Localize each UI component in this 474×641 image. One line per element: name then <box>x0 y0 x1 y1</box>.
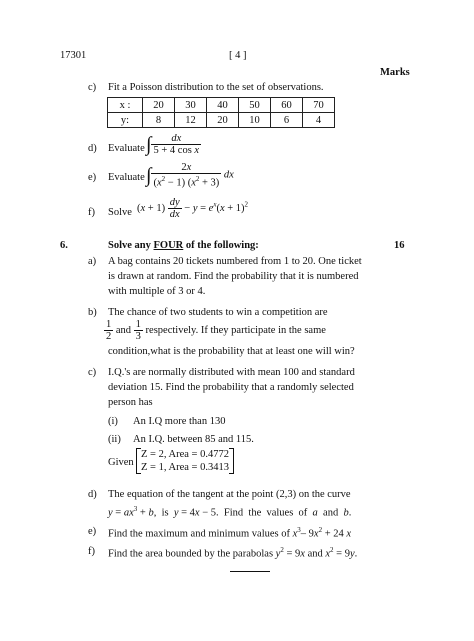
given-line: Z = 1, Area = 0.3413 <box>141 462 229 473</box>
table-cell: 30 <box>175 98 207 113</box>
table-cell: 20 <box>207 113 239 128</box>
table-cell: 60 <box>271 98 303 113</box>
q6c-line: I.Q.'s are normally distributed with mean 100 and standard <box>108 367 355 378</box>
q5e-text: Evaluate <box>108 172 145 183</box>
q6c-i-text: An I.Q more than 130 <box>133 416 226 427</box>
table-cell: x : <box>108 98 143 113</box>
q6a-line: A bag contains 20 tickets numbered from 1 to 20. One ticket <box>108 256 362 267</box>
given-line: Z = 2, Area = 0.4772 <box>141 449 229 460</box>
table-row <box>108 98 335 113</box>
end-rule <box>230 571 270 572</box>
q6c-ii-text: An I.Q. between 85 and 115. <box>133 434 254 445</box>
q5c-text: Fit a Poisson distribution to the set of observations. <box>108 82 324 93</box>
marks-heading: Marks <box>380 67 410 78</box>
q6e-line: Find the maximum and minimum values of $x^3-$ $9x^2 + 24$ x <box>108 526 352 540</box>
q6c-line: person has <box>108 397 153 408</box>
q5c-label: c) <box>88 82 97 93</box>
q6c-given-label: Given <box>108 457 134 468</box>
q5e-formula: ∫ $\frac{2x}{(x^2 - 1) (x^2 + 3)}$ dx <box>146 162 234 189</box>
q5f-formula: (x + 1) $\frac{dy}{dx}$ − $y = e^x(x + 1)^2$ <box>137 197 249 220</box>
q6f-line: Find the area bounded by the parabolas $y^2 = 9x$ and $x^2 = 9y$. <box>108 546 358 560</box>
q6b-line: The chance of two students to win a competition are <box>108 307 328 318</box>
q6c-given-bracket <box>136 448 234 474</box>
q6c-i-label: (i) <box>108 416 118 427</box>
table-cell: 6 <box>271 113 303 128</box>
q6a-line: with multiple of 3 or 4. <box>108 286 206 297</box>
q6-marks: 16 <box>394 240 405 251</box>
q5d-label: d) <box>88 143 97 154</box>
page-number: [ 4 ] <box>229 50 247 61</box>
q5e-label: e) <box>88 172 97 183</box>
q6c-line: deviation 15. Find the probability that a randomly selected <box>108 382 354 393</box>
q6b-line: $\frac{1}{2}$ and $\frac{1}{3}$ respectively. If they participate in the same <box>106 319 326 342</box>
q6-title: Solve any FOUR of the following: <box>108 240 259 251</box>
observations-table <box>107 97 335 128</box>
table-cell: 4 <box>303 113 335 128</box>
q5f-text: Solve <box>108 207 132 218</box>
table-cell: 20 <box>143 98 175 113</box>
table-cell: 50 <box>239 98 271 113</box>
q6b-label: b) <box>88 307 97 318</box>
q6c-label: c) <box>88 367 97 378</box>
q6c-ii-label: (ii) <box>108 434 121 445</box>
q6a-line: is drawn at random. Find the probability that it is numbered <box>108 271 359 282</box>
table-cell: y: <box>108 113 143 128</box>
q5f-label: f) <box>88 207 95 218</box>
q5d-text: Evaluate <box>108 143 145 154</box>
q6e-label: e) <box>88 526 97 537</box>
q6a-label: a) <box>88 256 97 267</box>
table-cell: 10 <box>239 113 271 128</box>
q6-number: 6. <box>60 240 68 251</box>
table-cell: 40 <box>207 98 239 113</box>
q5d-formula: ∫ $\frac{dx}{\text{5 + 4 cos x}}$ <box>146 133 200 156</box>
q6d-line: The equation of the tangent at the point (2,3) on the curve <box>108 489 351 500</box>
q6d-formula: $y = ax^3 + b$, is y = 4x − 5. Find the values of a and b. <box>108 505 352 519</box>
table-cell: 8 <box>143 113 175 128</box>
table-cell: 12 <box>175 113 207 128</box>
table-cell: 70 <box>303 98 335 113</box>
q6d-label: d) <box>88 489 97 500</box>
q6f-label: f) <box>88 546 95 557</box>
q6b-line: condition,what is the probability that at least one will win? <box>108 346 355 357</box>
table-row <box>108 113 335 128</box>
exam-code: 17301 <box>60 50 87 61</box>
